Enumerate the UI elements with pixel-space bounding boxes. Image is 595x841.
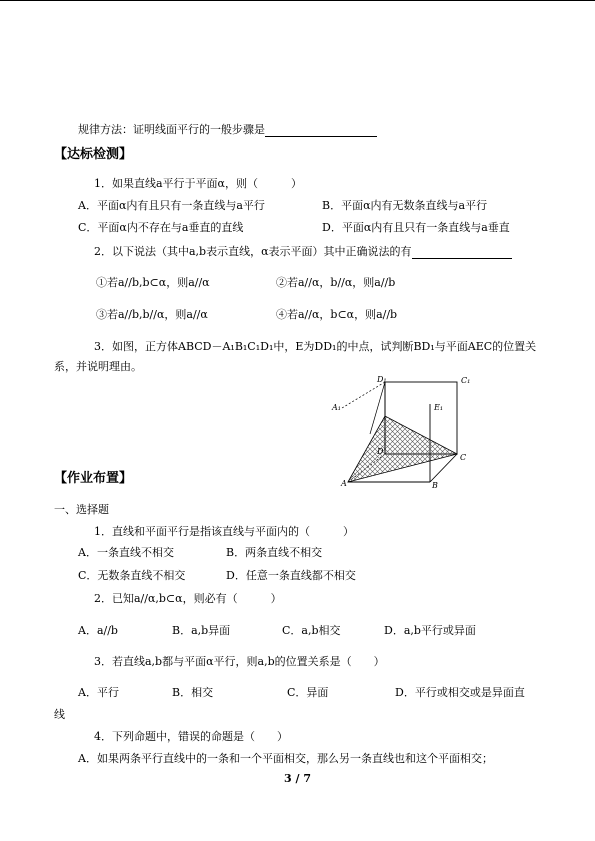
label-d1: D₁ <box>377 375 387 384</box>
homework-q3-option-d: D．平行或相交或是异面直 <box>395 686 525 699</box>
check-q1-option-d: D．平面α内有且只有一条直线与a垂直 <box>322 221 510 234</box>
homework-q1-option-c: C．无数条直线不相交 <box>78 569 186 582</box>
answer-blank <box>412 248 512 259</box>
homework-q3-stem: 3．若直线a,b都与平面α平行，则a,b的位置关系是（ ） <box>94 655 385 668</box>
homework-q1-option-d: D．任意一条直线都不相交 <box>226 569 356 582</box>
method-line <box>78 123 377 137</box>
label-a: A <box>341 479 347 488</box>
homework-part1-heading: 一、选择题 <box>54 503 109 516</box>
label-b: B <box>432 481 438 490</box>
homework-q1-option-b: B．两条直线不相交 <box>226 546 323 559</box>
homework-q2-option-b: B．a,b异面 <box>172 624 231 637</box>
label-a1: A₁ <box>332 403 341 412</box>
homework-q1-stem: 1．直线和平面平行是指该直线与平面内的（ ） <box>94 525 354 538</box>
method-label: 规律方法：证明线面平行的一般步骤是 <box>78 123 265 136</box>
check-q2-statement-1: ①若a//b,b⊂α，则a//α <box>96 276 210 289</box>
homework-q2-stem: 2．已知a//α,b⊂α，则必有（ ） <box>94 592 282 605</box>
homework-q3-option-c: C．异面 <box>287 686 329 699</box>
label-e1: E₁ <box>434 403 444 412</box>
homework-q3-option-d-cont: 线 <box>54 708 65 721</box>
check-q3-line1: 3．如图，正方体ABCD－A₁B₁C₁D₁中，E为DD₁的中点，试判断BD₁与平面AEC的位置关 <box>94 340 537 353</box>
section-homework-heading: 【作业布置】 <box>54 471 133 486</box>
check-q2-statement-4: ④若a//α，b⊂α，则a//b <box>276 308 398 321</box>
section-check-heading: 【达标检测】 <box>54 147 133 162</box>
check-q1-option-a: A．平面α内有且只有一条直线与a平行 <box>78 199 265 212</box>
check-q1-option-c: C．平面α内不存在与a垂直的直线 <box>78 221 244 234</box>
check-q3-line2: 系，并说明理由。 <box>54 360 142 373</box>
label-c1: C₁ <box>461 376 471 385</box>
page-number: 3 / 7 <box>284 772 311 785</box>
top-rule <box>0 0 595 1</box>
check-q2-stem-line <box>94 245 512 259</box>
homework-q2-option-a: A．a//b <box>78 624 118 637</box>
homework-q4-stem: 4．下列命题中，错误的命题是（ ） <box>94 730 288 743</box>
homework-q1-option-a: A．一条直线不相交 <box>78 546 174 559</box>
cube-figure <box>330 374 480 490</box>
homework-q4-option-a: A．如果两条平行直线中的一条和一个平面相交，那么另一条直线也和这个平面相交； <box>78 752 493 765</box>
homework-q3-option-a: A．平行 <box>78 686 119 699</box>
plane-aec <box>348 416 457 482</box>
label-d: D <box>377 447 384 456</box>
check-q1-stem: 1．如果直线a平行于平面α，则（ ） <box>94 177 302 190</box>
check-q2-statement-2: ②若a//α，b//α，则a//b <box>276 276 396 289</box>
check-q2-stem: 2．以下说法（其中a,b表示直线，α表示平面）其中正确说法的有 <box>94 245 412 258</box>
homework-q2-option-c: C．a,b相交 <box>282 624 341 637</box>
homework-q3-option-b: B．相交 <box>172 686 214 699</box>
check-q1-option-b: B．平面α内有无数条直线与a平行 <box>322 199 488 212</box>
answer-blank <box>265 126 377 137</box>
check-q2-statement-3: ③若a//b,b//α，则a//α <box>96 308 208 321</box>
label-c: C <box>460 453 467 462</box>
homework-q2-option-d: D．a,b平行或异面 <box>384 624 476 637</box>
